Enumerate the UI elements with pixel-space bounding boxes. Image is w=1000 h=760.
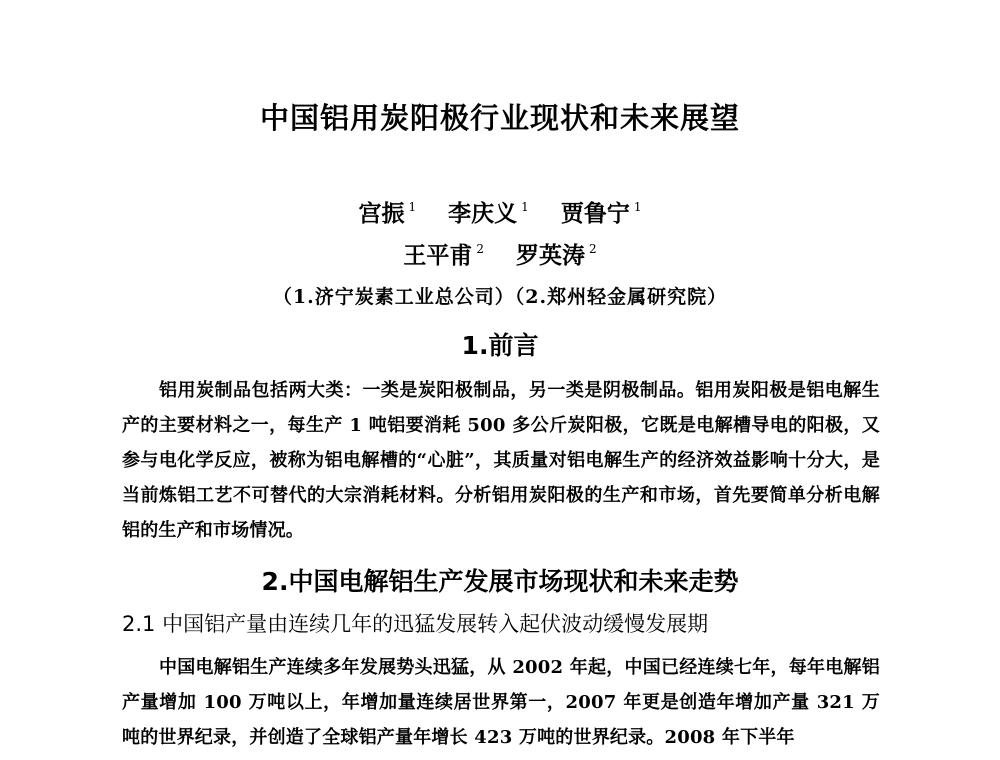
author bbox=[448, 192, 529, 229]
author bbox=[516, 234, 597, 271]
author-name: 宫振 bbox=[358, 200, 405, 227]
author-affiliation-mark: 2 bbox=[589, 242, 597, 256]
author-affiliation-mark: 2 bbox=[476, 242, 484, 256]
paper-title: 中国铝用炭阳极行业现状和未来展望 bbox=[259, 101, 740, 135]
section-heading-market: 2.中国电解铝生产发展市场现状和未来走势 bbox=[261, 567, 739, 596]
author-affiliation-mark: 1 bbox=[408, 200, 417, 214]
author-name: 贾鲁宁 bbox=[560, 200, 630, 227]
affiliations: （1.济宁炭素工业总公司）（2.郑州轻金属研究院） bbox=[272, 286, 728, 308]
author-name: 王平甫 bbox=[403, 242, 473, 269]
author-line-2 bbox=[0, 234, 1000, 271]
author-name: 罗英涛 bbox=[516, 242, 585, 269]
author bbox=[359, 192, 417, 229]
section-heading-introduction: 1.前言 bbox=[461, 331, 539, 360]
author bbox=[403, 234, 484, 271]
paragraph-market: 中国电解铝生产连续多年发展势头迅猛，从 2002 年起，中国已经连续七年，每年电解铝产量增加 100 万吨以上，年增加量连续居世界第一，2007 年更是创造年增加产量 321 万吨的世界纪录，并创造了全球铝产量年增长 423 万吨的世界纪录。2008 年下半年 bbox=[122, 657, 880, 748]
author-name: 李庆义 bbox=[448, 200, 518, 227]
subsection-heading: 2.1 中国铝产量由连续几年的迅猛发展转入起伏波动缓慢发展期 bbox=[122, 612, 709, 636]
paragraph-introduction: 铝用炭制品包括两大类：一类是炭阳极制品，另一类是阴极制品。铝用炭阳极是铝电解生产的主要材料之一，每生产 1 吨铝要消耗 500 多公斤炭阳极，它既是电解槽导电的阳极，又参与电化学反应，被称为铝电解槽的“心脏”，其质量对铝电解生产的经济效益影响十分大，是当前炼铝工艺不可替代的大宗消耗材料。分析铝用炭阳极的生产和市场，首先要简单分析电解铝的生产和市场情况。 bbox=[122, 380, 880, 541]
author bbox=[561, 192, 642, 229]
author-affiliation-mark: 1 bbox=[633, 200, 642, 214]
author-line-1 bbox=[0, 192, 1000, 229]
author-affiliation-mark: 1 bbox=[521, 200, 529, 214]
